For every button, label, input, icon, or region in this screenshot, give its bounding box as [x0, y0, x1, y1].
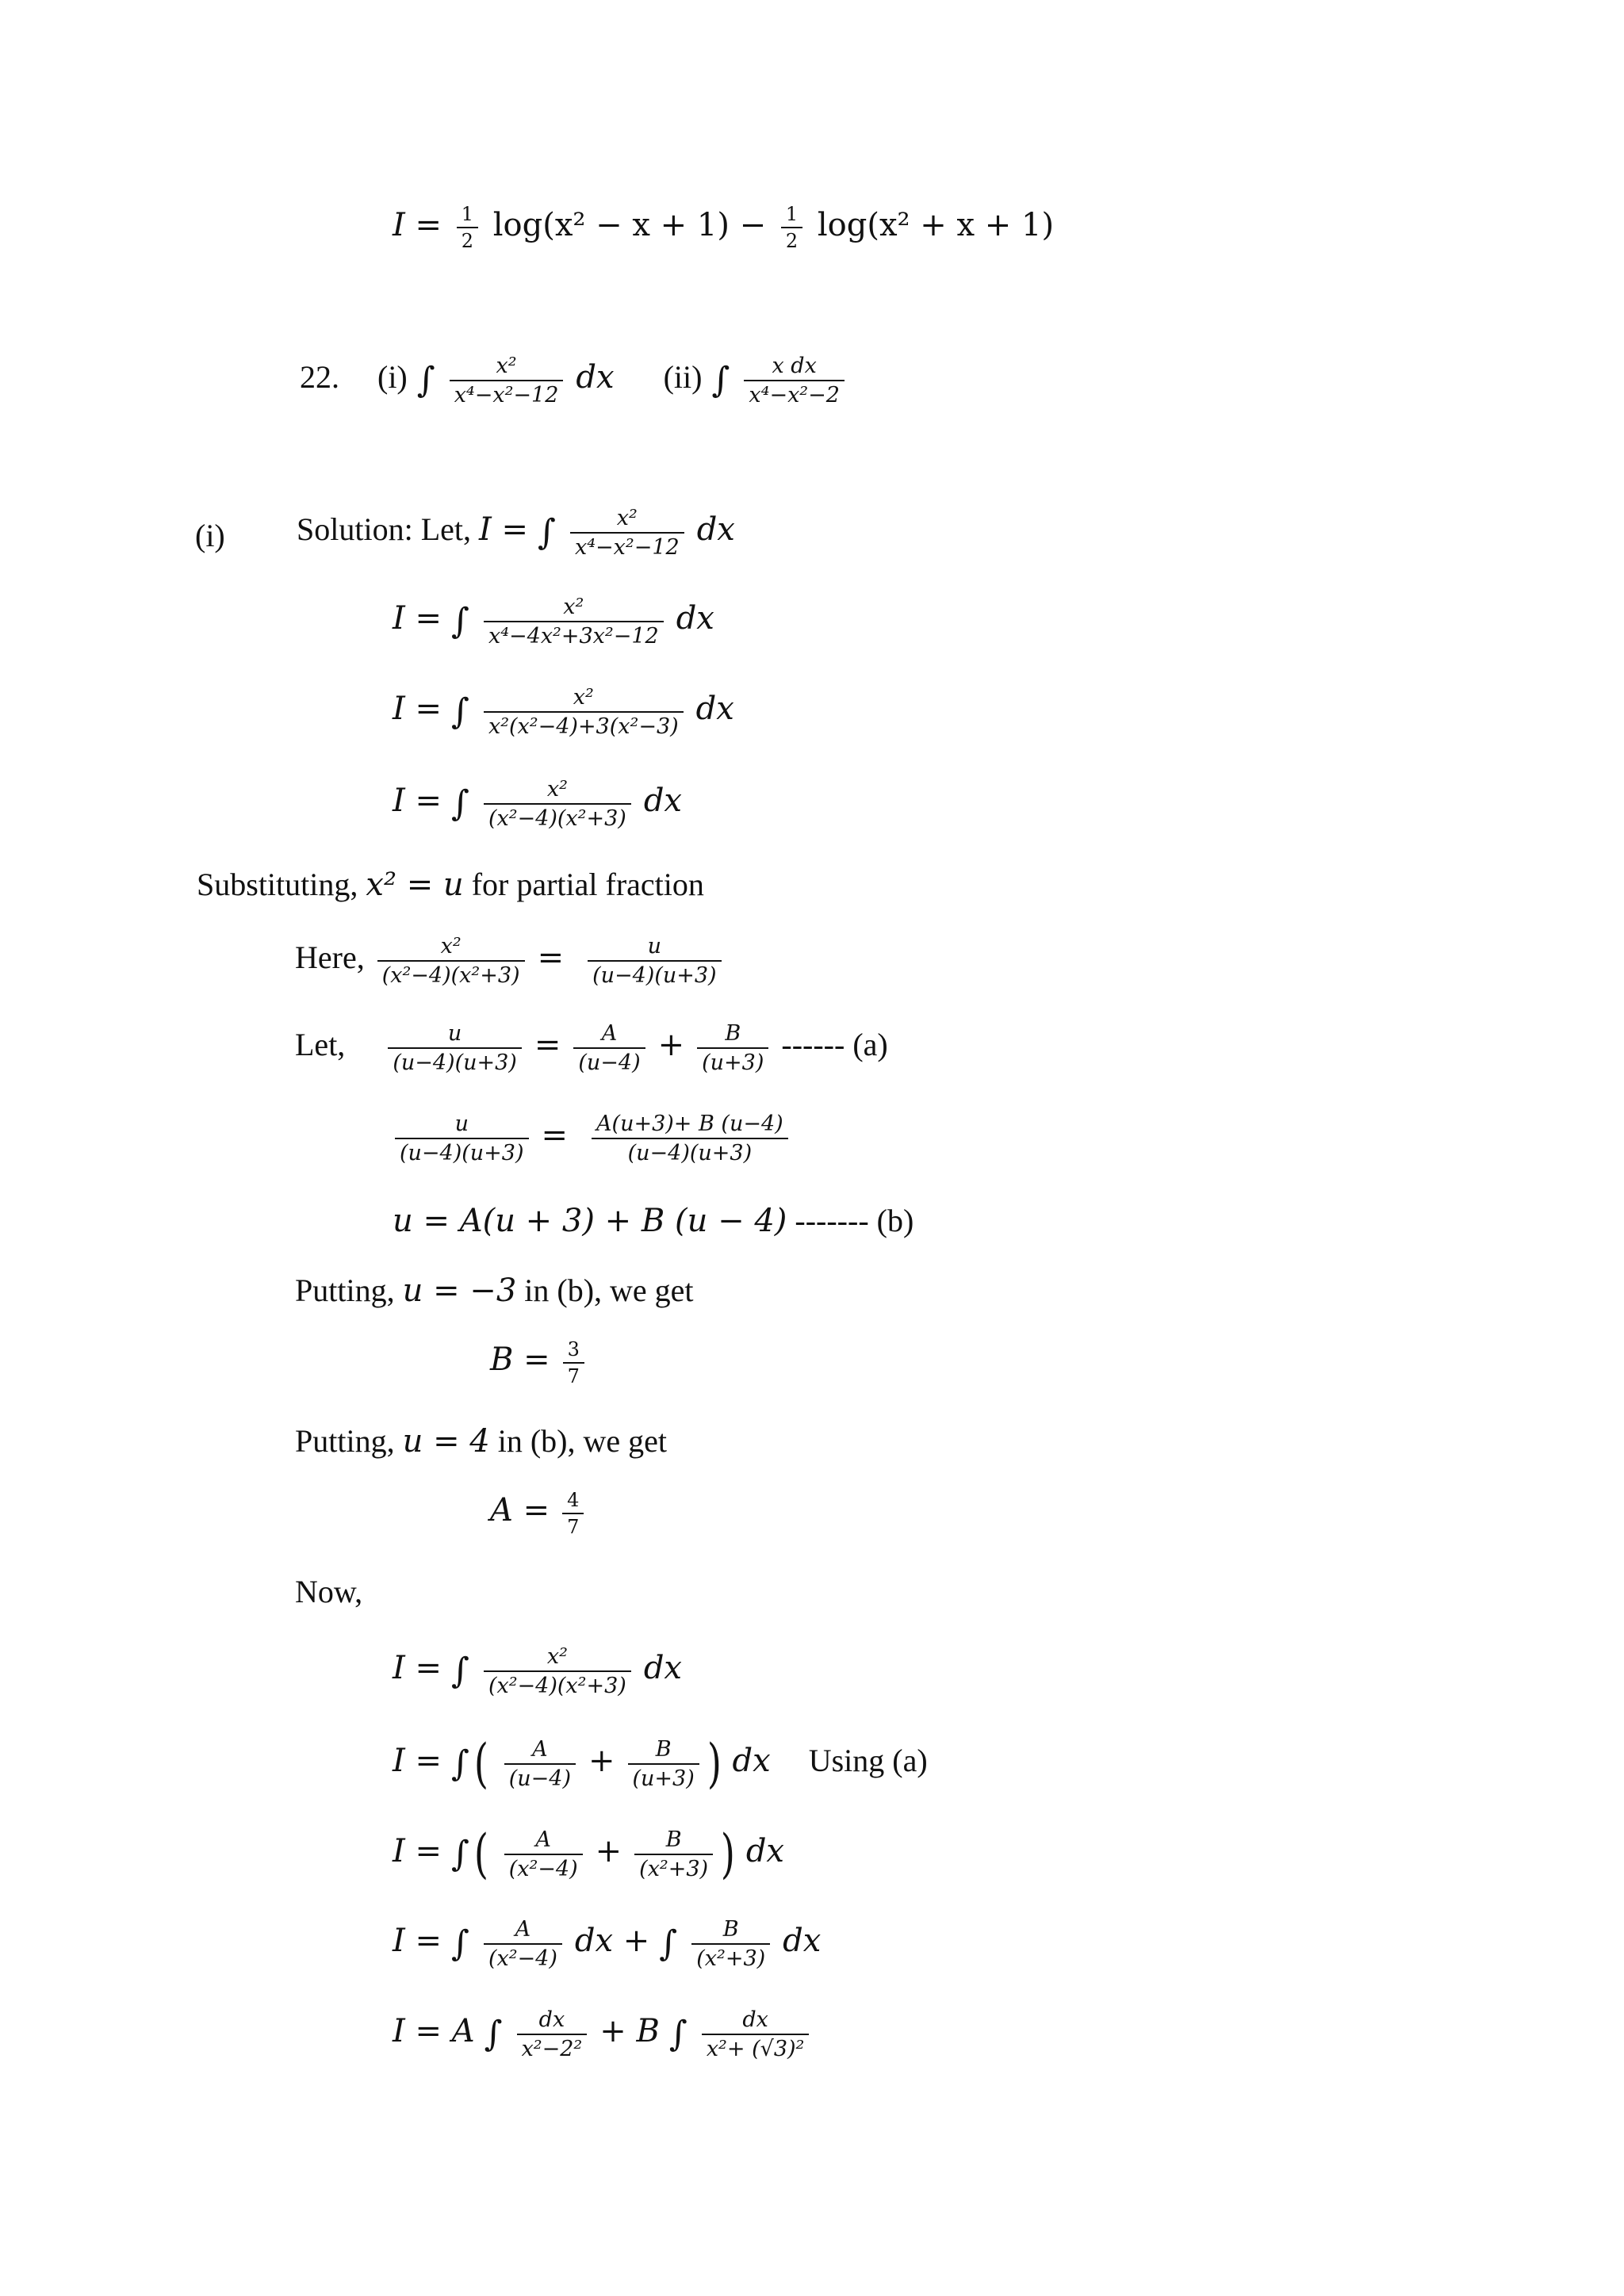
dx-plus: dx +	[574, 1923, 650, 1960]
log-term-2: log(x² + x + 1)	[817, 207, 1055, 243]
fraction: $\frac{\text{x²}}{\text{(x²−4)(x²+3)}}$	[484, 1646, 631, 1697]
fraction: $\frac{A(u+3)+ B (u-4)}{(u-4)(u+3)}$	[592, 1113, 788, 1164]
fraction: $\frac{u}{(u-4)(u+3)}$	[395, 1113, 529, 1164]
combined-fraction	[390, 1113, 793, 1164]
fraction: $\frac{\text{x²}}{\text{(x²−4)(x²+3)}}$	[377, 936, 525, 986]
equals: =	[541, 1117, 569, 1154]
lhs: I =	[393, 1650, 442, 1687]
fraction: $\frac{\text{x²}}{\text{x⁴−4x²+3x²−12}}$	[484, 596, 664, 647]
lhs: I =	[393, 1833, 442, 1870]
fraction: $\frac{dx}{\text{x²−2²}}$	[517, 2009, 588, 2060]
fraction: $\frac{u}{(u-4)(u+3)}$	[388, 1023, 522, 1073]
now-step-1: I = ∫ $\frac{\text{x²}}{\text{(x²−4)(x²+3)}}$ dx	[393, 1644, 682, 1698]
a-value	[490, 1490, 588, 1536]
fraction: $\frac{B}{\text{(x²+3)}}$	[691, 1919, 770, 1969]
fraction: $\frac{B}{\text{(x²+3)}}$	[634, 1829, 713, 1880]
text: Putting,	[295, 1272, 403, 1308]
fraction: $\frac{A}{(u-4)}$	[504, 1739, 576, 1789]
now-step-3: I = ∫( $\frac{A}{\text{(x²−4)}}$ + $\frac{B}{\text{(x²+3)}}$ ) dx	[393, 1823, 784, 1885]
b-value	[490, 1340, 589, 1386]
fraction: $\frac{4}{7}$	[562, 1490, 584, 1536]
fraction: $\frac{\text{x²}}{\text{x⁴−x²−12}}$	[570, 507, 684, 558]
fraction: $\frac{\text{x²}}{\text{x²(x²−4)+3(x²−3)}}$	[484, 687, 684, 737]
fraction: $\frac{A}{(u-4)}$	[573, 1023, 645, 1073]
lhs: I =	[393, 207, 442, 243]
plus: +	[657, 1027, 685, 1064]
text: Putting,	[295, 1423, 403, 1459]
text: in (b), we get	[516, 1272, 694, 1308]
equation-tag: ------- (b)	[787, 1203, 914, 1238]
dx: dx	[643, 1650, 682, 1687]
dx: dx	[695, 691, 734, 728]
lhs: B =	[490, 1341, 550, 1379]
fraction: $\frac{3}{7}$	[563, 1340, 584, 1386]
lhs: I =	[393, 600, 442, 637]
equation-b	[393, 1205, 914, 1237]
value: u = 4	[402, 1423, 490, 1460]
equation-log-result	[393, 205, 1054, 251]
dx: dx	[696, 511, 735, 549]
now-step-2: I = ∫( $\frac{A}{(u-4)}$ + $\frac{B}{(u+3)}$ ) dx Using (a)	[393, 1733, 928, 1794]
dx: dx	[643, 783, 682, 820]
fraction: $\frac{\text{x dx}}{\text{x⁴−x²−2}}$	[744, 355, 845, 406]
fraction: $\frac{\text{x²}}{\text{x⁴−x²−12}}$	[450, 355, 564, 406]
question-22: 22. (i) ∫ $\frac{\text{x²}}{\text{x⁴−x²−12}}$ dx (ii) ∫ $\frac{\text{x dx}}{\text{x⁴−x²−2}}$	[300, 355, 849, 406]
lhs: I =	[393, 691, 442, 728]
putting-line-1	[295, 1272, 694, 1309]
here-line	[295, 936, 726, 986]
lhs: I =	[393, 1743, 442, 1780]
fraction: $\frac{B}{(u+3)}$	[628, 1739, 699, 1789]
let-line-a	[295, 1023, 888, 1073]
solution-line: Solution: Let, I = ∫ $\frac{\text{x²}}{\text{x⁴−x²−12}}$ dx	[297, 506, 735, 560]
now-step-5: I = A ∫ $\frac{dx}{\text{x²−2²}}$ + B ∫ $\frac{dx}{\text{x²+ (√3)²}}$	[393, 2009, 814, 2060]
fraction: $\frac{A}{\text{(x²−4)}}$	[484, 1919, 562, 1969]
now-label: Now,	[295, 1574, 363, 1609]
text: in (b), we get	[489, 1423, 668, 1459]
fraction: $\frac{1}{2}$	[781, 205, 802, 251]
expression: u = A(u + 3) + B (u − 4)	[393, 1203, 787, 1239]
part-i-label: (i)	[377, 359, 408, 396]
equals: =	[534, 1027, 561, 1064]
value: u = −3	[402, 1272, 517, 1309]
fraction: $\frac{1}{2}$	[457, 205, 478, 251]
fraction: $\frac{u}{(u-4)(u+3)}$	[588, 936, 722, 986]
text: Substituting,	[197, 867, 366, 902]
step-2: I = ∫ $\frac{\text{x²}}{\text{x²(x²−4)+3(x²−3)}}$ dx	[393, 685, 734, 739]
fraction: $\frac{\text{x²}}{\text{(x²−4)(x²+3)}}$	[484, 779, 631, 829]
fraction: $\frac{dx}{\text{x²+ (√3)²}}$	[702, 2009, 810, 2060]
lhs: I =	[393, 1923, 442, 1960]
dx: dx	[732, 1743, 771, 1780]
dx: dx	[783, 1923, 822, 1960]
fraction: $\frac{A}{\text{(x²−4)}}$	[504, 1829, 583, 1880]
dx: dx	[745, 1833, 784, 1870]
lhs: I =	[393, 783, 442, 820]
plus: +	[595, 1833, 622, 1870]
substitution-text	[197, 869, 704, 901]
solution-text: Solution: Let,	[297, 511, 479, 548]
putting-line-2	[295, 1423, 668, 1460]
plus-b: + B	[599, 2013, 660, 2050]
now-step-4: I = ∫ $\frac{A}{\text{(x²−4)}}$ dx + ∫ $\frac{B}{\text{(x²+3)}}$ dx	[393, 1917, 822, 1971]
lhs: A =	[490, 1492, 550, 1529]
label: Let,	[295, 1027, 346, 1063]
log-term-1: log(x² − x + 1) −	[492, 207, 767, 243]
equation-tag: ------ (a)	[781, 1027, 888, 1063]
solution-marker: (i)	[195, 518, 225, 553]
step-1: I = ∫ $\frac{\text{x²}}{\text{x⁴−4x²+3x²−12}}$ dx	[393, 595, 714, 649]
part-ii-label: (ii)	[663, 359, 703, 396]
dx: dx	[676, 600, 714, 637]
substitution: x² = u	[366, 867, 464, 903]
lhs: I = A	[393, 2013, 475, 2050]
step-3: I = ∫ $\frac{\text{x²}}{\text{(x²−4)(x²+3)}}$ dx	[393, 777, 682, 831]
equals: =	[537, 939, 565, 977]
lhs: I =	[479, 511, 529, 549]
plus: +	[588, 1743, 615, 1780]
dx: dx	[576, 359, 615, 396]
label: Here,	[295, 939, 365, 976]
fraction: $\frac{B}{(u+3)}$	[697, 1023, 768, 1073]
question-number: 22.	[300, 359, 339, 396]
note: Using (a)	[808, 1743, 928, 1779]
text: for partial fraction	[463, 867, 704, 902]
